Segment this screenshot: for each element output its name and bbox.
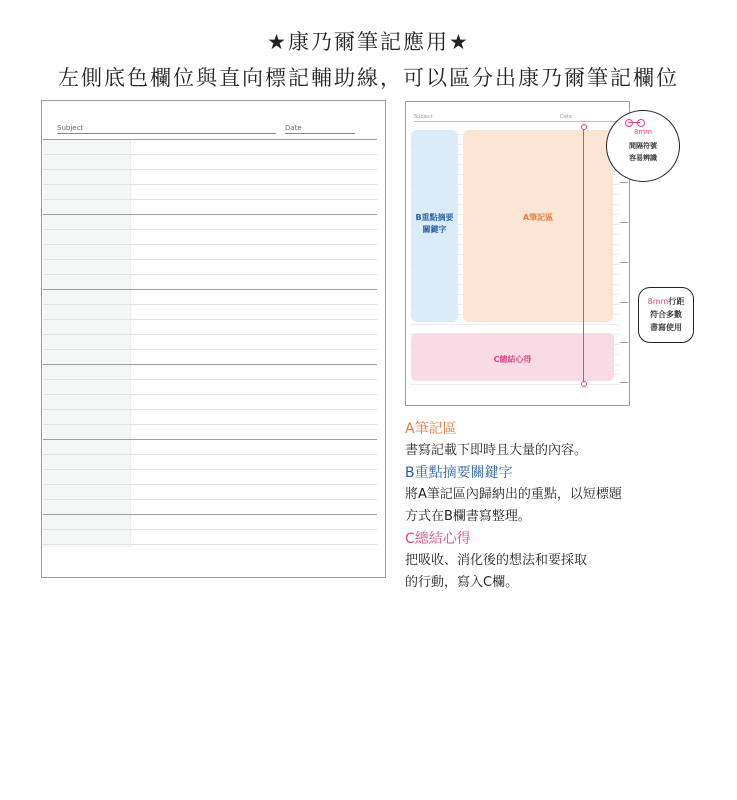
ruled-line [43, 334, 377, 335]
ruled-line [43, 529, 377, 530]
diagram-date-label: Date [560, 114, 572, 120]
spacing-callout-line2: 容易辨識 [629, 154, 657, 162]
diagram-edge-tick [620, 382, 628, 383]
ruled-line [43, 274, 377, 275]
legend-c-text1: 把吸收、消化後的想法和要採取 [405, 553, 588, 568]
guide-top-dot [581, 124, 587, 130]
spacing-size-label: 8mm [633, 128, 653, 136]
ruled-line [43, 499, 377, 500]
ruled-line [43, 409, 377, 410]
ruled-line [43, 484, 377, 485]
legend [405, 418, 705, 594]
ruled-line [43, 469, 377, 470]
guide-bottom-dot [581, 381, 587, 387]
zone-b-label-line1: B重點摘要 [415, 213, 454, 222]
ruled-line [43, 154, 377, 155]
line-height-callout [638, 287, 694, 343]
ruled-line [43, 139, 377, 140]
ruled-line [43, 199, 377, 200]
zone-a-label: A筆記區 [522, 213, 554, 222]
ruled-line [43, 304, 377, 305]
diagram-ruled-line [410, 384, 620, 385]
ruled-line [43, 259, 377, 260]
vertical-guide-line [583, 128, 584, 384]
ruled-line [43, 394, 377, 395]
line-height-line2: 書寫使用 [650, 323, 682, 332]
line-height-size: 8mm [647, 297, 669, 306]
zone-a-notes [463, 130, 613, 322]
ruled-line [43, 289, 377, 290]
notebook-page-sample [41, 100, 386, 578]
ruled-line [43, 184, 377, 185]
cornell-layout-diagram [405, 101, 630, 406]
legend-c-heading: C總結心得 [405, 531, 471, 547]
spacing-callout-line1: 間隔符號 [629, 142, 657, 150]
diagram-subject-label: Subject [414, 114, 433, 120]
ruled-line [43, 544, 377, 545]
diagram-edge-tick [620, 222, 628, 223]
zone-b-label [411, 212, 458, 236]
cue-column-divider [130, 139, 131, 547]
spacing-mark-circle-icon [625, 119, 633, 127]
spacing-mark-circle-icon [637, 119, 645, 127]
date-underline [285, 133, 355, 134]
ruled-line [43, 244, 377, 245]
ruled-line [43, 229, 377, 230]
line-height-size-suffix: 行距 [668, 297, 685, 306]
cue-column-shading [43, 139, 130, 547]
ruled-line [43, 514, 377, 515]
diagram-ruled-line [410, 324, 620, 325]
ruled-line [43, 169, 377, 170]
legend-b-text2: 方式在B欄書寫整理。 [405, 509, 531, 524]
legend-a-text: 書寫記載下即時且大量的內容。 [405, 443, 588, 458]
line-height-line1: 符合多數 [650, 310, 682, 319]
zone-b-label-line2: 關鍵字 [422, 225, 447, 234]
page-title: ★康乃爾筆記應用★ [267, 30, 470, 54]
ruled-line [43, 379, 377, 380]
diagram-header-line [414, 121, 618, 122]
diagram-edge-tick [620, 302, 628, 303]
ruled-line [43, 364, 377, 365]
subject-underline [57, 133, 276, 134]
ruled-line [43, 424, 377, 425]
subject-label: Subject [57, 124, 84, 132]
ruled-line [43, 319, 377, 320]
legend-c-text2: 的行動，寫入C欄。 [405, 575, 519, 590]
zone-c-label: C總結心得 [493, 355, 532, 364]
legend-b-heading: B重點摘要關鍵字 [405, 465, 513, 481]
legend-a-heading: A筆記區 [405, 421, 457, 437]
ruled-line [43, 439, 377, 440]
legend-b-text1: 將A筆記區內歸納出的重點，以短標題 [405, 487, 622, 502]
spacing-mark-callout [606, 110, 680, 182]
diagram-edge-tick [620, 262, 628, 263]
date-label: Date [285, 124, 302, 132]
diagram-edge-tick [620, 342, 628, 343]
ruled-line [43, 214, 377, 215]
page-subtitle: 左側底色欄位與直向標記輔助線，可以區分出康乃爾筆記欄位 [58, 66, 679, 90]
ruled-line [43, 454, 377, 455]
line-height-size-row [639, 296, 693, 307]
ruled-line [43, 349, 377, 350]
diagram-edge-tick [620, 182, 628, 183]
